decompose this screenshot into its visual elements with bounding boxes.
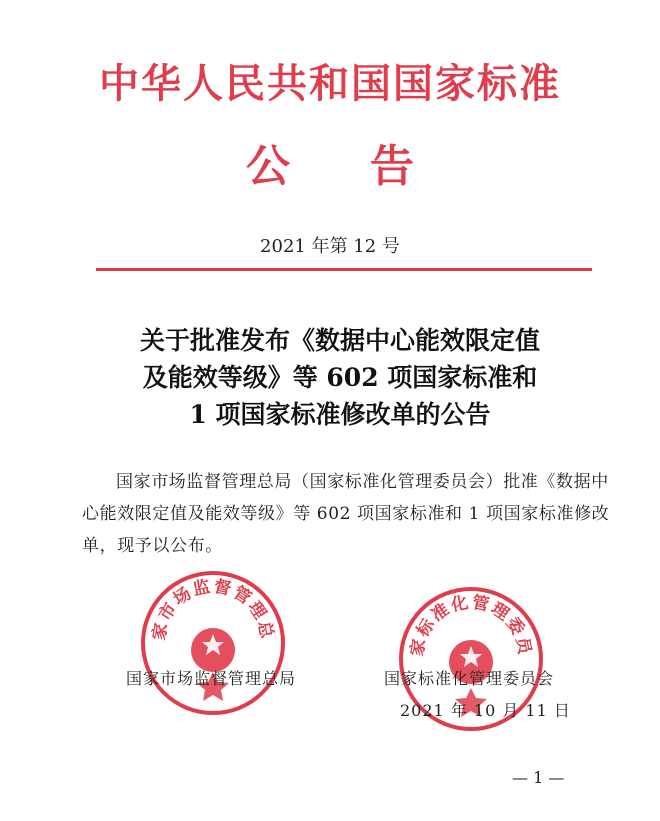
seal-samr-text: 家市场监督管理总 (149, 576, 277, 642)
page-number: — 1 — (512, 768, 565, 787)
header-title: 中华人民共和国国家标准 (99, 60, 561, 107)
document-title-line-3: 1 项国家标准修改单的公告 (189, 400, 491, 429)
seal-samr-graphic (138, 568, 288, 718)
seal-sac-text: 家标准化管理委员 (407, 592, 535, 658)
seal-samr (138, 568, 288, 718)
header-subtitle: 公告 (246, 141, 494, 192)
document-number: 2021 年第 12 号 (260, 236, 400, 257)
document-title (90, 322, 590, 433)
document-title-line-1: 关于批准发布《数据中心能效限定值 (139, 326, 540, 355)
document-body: 国家市场监督管理总局（国家标准化管理委员会）批准《数据中心能效限定值及能效等级》等 602 项国家标准和 1 项国家标准修改单，现予以公布。 (82, 472, 610, 556)
header-divider (96, 268, 592, 271)
signature-date: 2021 年 10 月 11 日 (400, 701, 571, 720)
signatory-samr: 国家市场监督管理总局 (126, 669, 297, 688)
signatory-sac: 国家标准化管理委员会 (384, 669, 555, 688)
document-title-line-2: 及能效等级》等 602 项国家标准和 (142, 363, 538, 392)
